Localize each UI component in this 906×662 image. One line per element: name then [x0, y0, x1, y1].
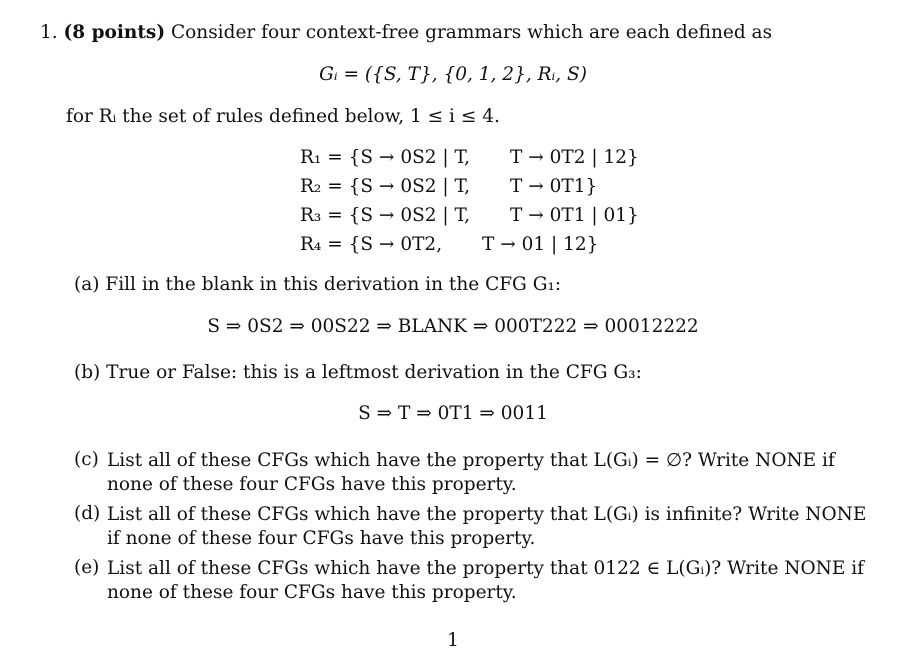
page-number: 1	[447, 630, 459, 651]
part-b-text: True or False: this is a leftmost derivation in the CFG G₃:	[106, 362, 642, 383]
problem-points: (8 points)	[63, 22, 166, 43]
rule-t-1: T → 0T2 | 12}	[510, 147, 639, 168]
part-b	[74, 362, 642, 383]
part-e-label: (e)	[74, 557, 100, 578]
rule-t-2: T → 0T1}	[510, 176, 598, 197]
rule-lhs-1: R₁ = {S → 0S2 | T,	[300, 147, 471, 168]
problem-header	[40, 22, 772, 43]
part-a-label: (a)	[74, 274, 100, 295]
part-c-label: (c)	[74, 449, 99, 470]
part-a-derivation: S ⇒ 0S2 ⇒ 00S22 ⇒ BLANK ⇒ 000T222 ⇒ 00012222	[207, 316, 699, 337]
problem-number: 1.	[40, 22, 58, 43]
part-a	[74, 274, 561, 295]
part-a-text: Fill in the blank in this derivation in the CFG G₁:	[105, 274, 562, 295]
rule-lhs-4: R₄ = {S → 0T2,	[300, 234, 443, 255]
rules-intro: for Rᵢ the set of rules defined below, 1 ≤ i ≤ 4.	[66, 106, 500, 127]
part-e-text: List all of these CFGs which have the property that 0122 ∈ L(Gᵢ)? Write NONE if none of these four CFGs have this property.	[107, 558, 864, 603]
rule-lhs-3: R₃ = {S → 0S2 | T,	[300, 205, 471, 226]
rule-t-4: T → 01 | 12}	[482, 234, 599, 255]
part-b-label: (b)	[74, 362, 101, 383]
part-b-derivation: S ⇒ T ⇒ 0T1 ⇒ 0011	[358, 403, 548, 424]
part-c-text: List all of these CFGs which have the property that L(Gᵢ) = ∅? Write NONE if none of these four CFGs have this property.	[107, 450, 835, 495]
problem-intro: Consider four context-free grammars which are each defined as	[170, 22, 773, 43]
part-d-text: List all of these CFGs which have the property that L(Gᵢ) is infinite? Write NONE if none of these four CFGs have this property.	[107, 504, 867, 549]
rule-lhs-2: R₂ = {S → 0S2 | T,	[300, 176, 471, 197]
rule-t-3: T → 0T1 | 01}	[510, 205, 639, 226]
part-d-label: (d)	[74, 503, 101, 524]
grammar-definition: Gᵢ = ({S, T}, {0, 1, 2}, Rᵢ, S)	[319, 64, 587, 85]
